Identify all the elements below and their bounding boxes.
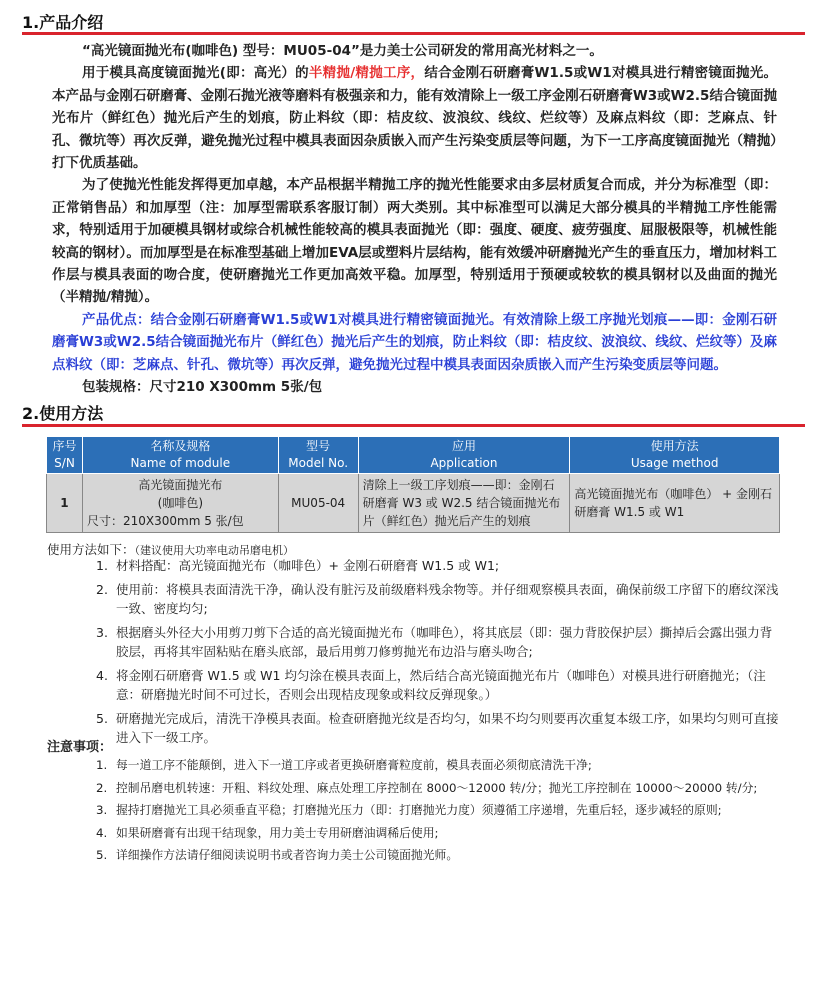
intro-p2-start: 用于模具高度镜面抛光(即：高光）的 <box>82 65 309 82</box>
table-header-row <box>47 437 780 474</box>
list-item: 2. 控制吊磨电机转速：开粗、料纹处理、麻点处理工序控制在 8000～12000 转/分；抛光工序控制在 10000～20000 转/分; <box>96 780 758 795</box>
intro-paragraph-3: 为了使抛光性能发挥得更加卓越，本产品根据半精抛工序的抛光性能要求由多层材质复合而成，并分为标准型（即：正常销售品）和加厚型（注：加厚型需联系客服订制）两大类别。其中标准型可以满足大部分模具的半精抛工序性能需求，特别适用于加硬模具钢材或综合机械性能较高的模具表面抛光（即：强度、硬度、疲劳强度、屈服极限等，机械性能较高的钢材）。而加厚型是在标准型基础上增加EVA层或塑料片层结构，能有效缓冲研磨抛光产生的垂直压力，增加材料工作层与模具表面的吻合度，使研磨抛光工作更加高效平稳。加厚型，特别适用于预硬或较软的模具钢材以及曲面的抛光（半精抛/精抛）。 <box>52 177 777 306</box>
intro-p2-rest: 结合金刚石研磨膏W1.5或W1对模具进行精密镜面抛光。本产品与金刚石研磨膏、金刚石抛光液等磨料有极强亲和力，能有效清除上一级工序金刚石研磨膏W3或W2.5结合镜面抛光布片（鲜红色）抛光后产生的划痕，防止料纹（即：桔皮纹、波浪纹、线纹、烂纹等）及麻点料纹（即：芝麻点、针孔、微坑等）再次反弹，避免抛光过程中模具表面因杂质嵌入而产生污染变质层等问题，为下一工序高度镜面抛光（精抛）打下优质基础。 <box>52 65 778 172</box>
steps-list <box>96 556 780 752</box>
intro-paragraph-advantages: 产品优点：结合金刚石研磨膏W1.5或W1对模具进行精密镜面抛光。有效清除上级工序抛光划痕——即：金刚石研磨膏W3或W2.5结合镜面抛光布片（鲜红色）抛光后产生的划痕，防止料纹（即：桔皮纹、波浪纹、线纹、烂纹等）及麻点料纹（即：芝麻点、针孔、微坑等）再次反弹，避免抛光过程中模具表面因杂质嵌入而产生污染变质层等问题。 <box>52 311 777 373</box>
cell-model: MU05-04 <box>278 474 358 533</box>
intro-p2-highlight-red: 半精抛/精抛工序， <box>308 65 425 82</box>
list-item: 5. 详细操作方法请仔细阅读说明书或者咨询力美士公司镜面抛光师。 <box>96 848 459 862</box>
list-item: 4. 如果研磨膏有出现干结现象，用力美士专用研磨油调稀后使用; <box>96 825 439 840</box>
cell-application: 清除上一级工序划痕——即：金刚石研磨膏 W3 或 W2.5 结合镜面抛光布片（鲜红色）抛光后产生的划痕 <box>358 474 570 533</box>
cell-name: 高光镜面抛光布 (咖啡色) 尺寸：210X300mm 5 张/包 <box>82 474 278 533</box>
section-title-product-intro: 1.产品介绍 <box>22 13 104 32</box>
list-item: 3. 根据磨头外径大小用剪刀剪下合适的高光镜面抛光布（咖啡色），将其底层（即：强力背胶保护层）撕掉后会露出强力背胶层，再将其牢固粘贴在磨头底部，最后用剪刀修剪抛光布边沿与磨头吻合; <box>96 624 773 659</box>
list-item: 2. 使用前：将模具表面清洗干净，确认没有脏污及前级磨料残余物等。并仔细观察模具表面，确保前级工序留下的磨纹深浅一致、密度均匀; <box>96 581 779 616</box>
header-sn: 序号 S/N <box>47 437 83 474</box>
section-divider <box>22 424 805 427</box>
table-row <box>47 474 780 533</box>
steps-note: （建议使用大功率电动吊磨电机） <box>134 544 295 557</box>
intro-paragraph-packaging: 包装规格：尺寸210 X300mm 5张/包 <box>82 379 323 396</box>
header-model: 型号 Model No. <box>278 437 358 474</box>
header-application: 应用 Application <box>358 437 570 474</box>
section-divider <box>22 32 805 35</box>
cell-usage: 高光镜面抛光布（咖啡色） + 金刚石研磨膏 W1.5 或 W1 <box>570 474 780 533</box>
header-name: 名称及规格 Name of module <box>82 437 278 474</box>
header-usage: 使用方法 Usage method <box>570 437 780 474</box>
steps-title: 使用方法如下：（建议使用大功率电动吊磨电机） <box>47 542 295 557</box>
notes-list <box>96 757 796 870</box>
intro-paragraph-1: “高光镜面抛光布(咖啡色) 型号：MU05-04”是力美士公司研发的常用高光材料之一。 <box>82 43 603 59</box>
intro-paragraph-2 <box>52 62 777 174</box>
section-title-usage: 2.使用方法 <box>22 404 104 423</box>
product-intro <box>52 40 777 399</box>
cell-sn: 1 <box>47 474 83 533</box>
list-item: 3. 握持打磨抛光工具必须垂直平稳；打磨抛光压力（即：打磨抛光力度）须遵循工序递增，先重后轻，逐步减轻的原则; <box>96 803 722 817</box>
list-item: 1. 材料搭配：高光镜面抛光布（咖啡色）+ 金刚石研磨膏 W1.5 或 W1; <box>96 558 500 573</box>
usage-table <box>46 436 780 533</box>
list-item: 5. 研磨抛光完成后，清洗干净模具表面。检查研磨抛光纹是否均匀，如果不均匀则要再次重复本级工序，如果均匀则可直接进入下一级工序。 <box>96 710 779 745</box>
notes-title: 注意事项： <box>47 740 113 755</box>
list-item: 4. 将金刚石研磨膏 W1.5 或 W1 均匀涂在模具表面上，然后结合高光镜面抛光布片（咖啡色）对模具进行研磨抛光；（注意：研磨抛光时间不可过长，否则会出现桔皮现象或料纹反弹现象。） <box>96 667 766 702</box>
list-item: 1. 每一道工序不能颠倒，进入下一道工序或者更换研磨膏粒度前，模具表面必须彻底清洗干净; <box>96 758 592 772</box>
